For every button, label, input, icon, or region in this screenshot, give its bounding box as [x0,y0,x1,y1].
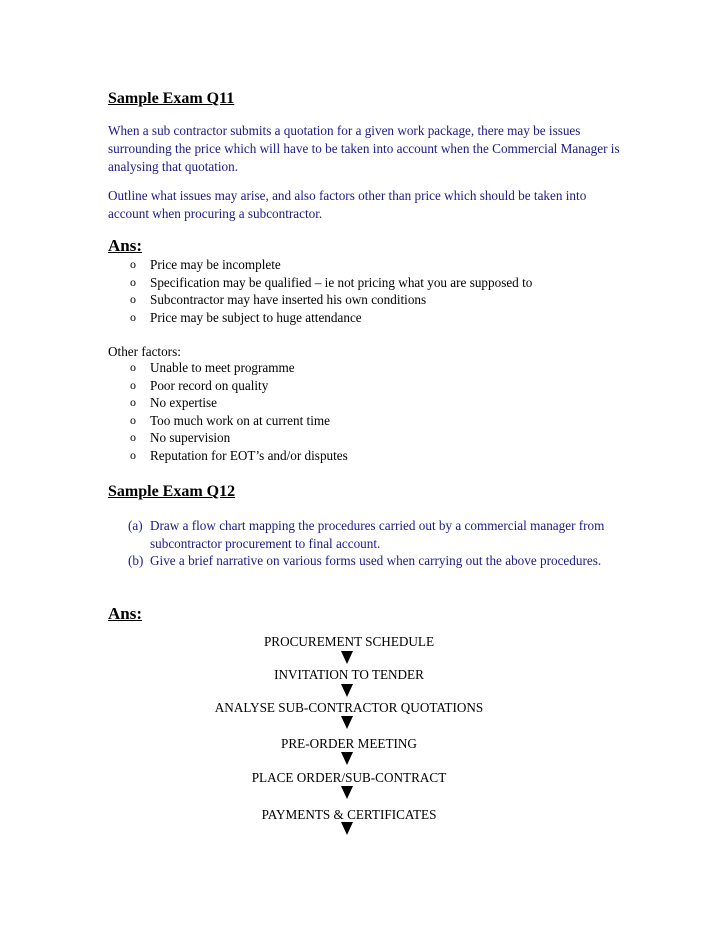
bullet-icon: o [130,447,136,462]
q11-issues-list [128,256,532,326]
list-item: o Reputation for EOT’s and/or disputes [130,447,348,463]
q12-question-list [128,517,628,570]
item-number: (a) [128,518,143,533]
bullet-icon: o [130,309,136,324]
q12-heading: Sample Exam Q12 [108,483,236,500]
q12-answer-label: Ans: [108,604,143,623]
list-item: o No supervision [130,430,231,446]
other-factors-list [128,359,348,465]
down-arrow-icon [341,822,353,835]
other-factors-label: Other factors: [108,344,181,359]
flow-step: INVITATION TO TENDER [274,667,424,682]
down-arrow-icon [341,786,353,799]
q11-heading: Sample Exam Q11 [108,90,235,107]
q11-question-paragraph-1: When a sub contractor submits a quotation for a given work package, there may be issues surrounding the price which will have to be taken into account when the Commercial Manager is analysing that quotation. [108,123,620,174]
list-item: (a) Draw a flow chart mapping the procedures carried out by a commercial manager from subcontractor procurement to final account. [128,518,605,551]
list-item: o Price may be incomplete [130,257,281,272]
bullet-icon: o [130,274,136,289]
bullet-icon: o [130,257,136,271]
bullet-icon: o [130,360,136,374]
bullet-icon: o [130,377,136,392]
list-item: o Poor record on quality [130,377,269,393]
bullet-icon: o [130,395,136,410]
flow-step: PAYMENTS & CERTIFICATES [261,807,437,822]
list-item: (b) Give a brief narrative on various forms used when carrying out the above procedures. [128,553,602,569]
down-arrow-icon [341,716,353,729]
bullet-icon: o [130,412,136,427]
bullet-icon: o [130,430,136,445]
list-item: o Price may be subject to huge attendance [130,309,362,325]
list-item: o Too much work on at current time [130,412,330,428]
flow-step: PLACE ORDER/SUB-CONTRACT [251,770,447,785]
q11-question-paragraph-2: Outline what issues may arise, and also factors other than price which should be taken into account when procuring a subcontractor. [108,188,587,221]
item-number: (b) [128,553,144,569]
flow-step: PROCUREMENT SCHEDULE [263,634,435,649]
list-item: o No expertise [130,395,218,411]
list-item: o Subcontractor may have inserted his own conditions [130,292,427,308]
down-arrow-icon [341,651,353,664]
flow-step: PRE-ORDER MEETING [281,736,417,751]
list-item: o Specification may be qualified – ie not pricing what you are supposed to [130,274,533,290]
list-item: o Unable to meet programme [130,360,295,375]
down-arrow-icon [341,684,353,697]
bullet-icon: o [130,292,136,307]
down-arrow-icon [341,752,353,765]
q11-answer-label: Ans: [108,236,143,255]
flow-step: ANALYSE SUB-CONTRACTOR QUOTATIONS [214,700,484,715]
